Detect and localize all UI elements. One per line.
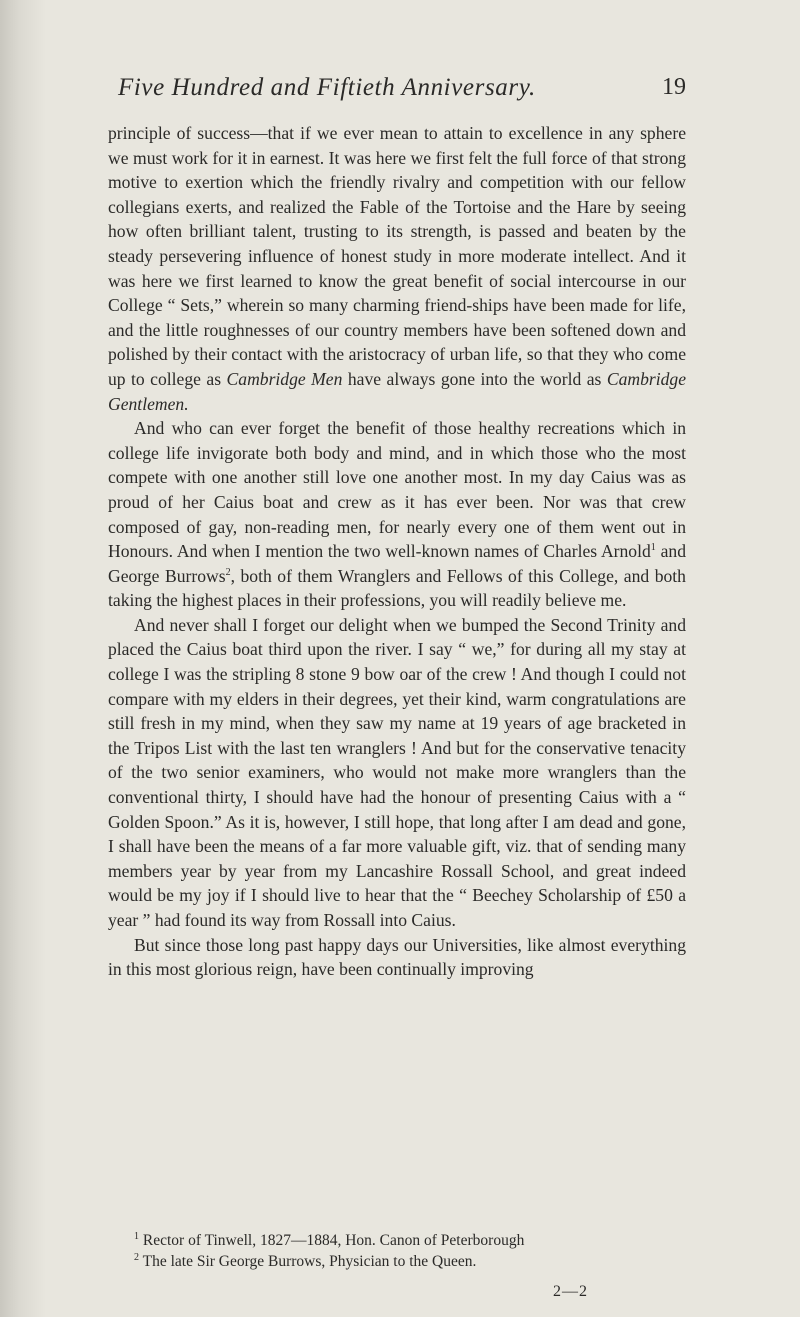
- paragraph-3: And never shall I forget our delight when we bumped the Second Trinity and placed the Caius boat third upon the river. I say “ we,” for during all my stay at college I was the stripling 8 stone 9 bow oar of the crew ! And though I could not compare with my elders in their degrees, yet their kind, warm congratulations are still fresh in my mind, when they saw my name at 19 years of age bracketed in the Tripos List with the last ten wranglers ! And but for the conservative tenacity of the two senior examiners, who would not make more wranglers than the conventional thirty, I should have had the honour of presenting Caius with a “ Golden Spoon.” As it is, however, I still hope, that long after I am dead and gone, I shall have been the means of a far more valuable gift, viz. that of sending many members year by year from my Lancashire Rossall School, and great indeed would be my joy if I should live to hear that the “ Beechey Scholarship of £50 a year ” had found its way from Rossall into Caius.: [108, 614, 686, 930]
- footnote-2-marker: 2: [134, 1251, 139, 1263]
- footnote-ref-2: 2: [225, 566, 231, 578]
- footnote-1-marker: 1: [134, 1230, 139, 1242]
- page-number: 19: [662, 74, 686, 100]
- paragraph-2: [108, 416, 686, 613]
- italic-cambridge-gentlemen: Cambridge Gentlemen.: [108, 368, 686, 414]
- signature-mark: 2—2: [553, 1283, 588, 1300]
- footnote-1: [108, 1230, 686, 1251]
- paragraph-1-text: principle of success—that if we ever mean to attain to excellence in any sphere we must work for it in earnest. It was here we first felt the full force of that strong motive to exertion which the friendly rivalry and competition with our fellow collegians exerts, and realized the Fable of the Tortoise and the Hare by seeing how often brilliant talent, trusting to its strength, is passed and beaten by the steady persevering influence of honest study in more moderate intellect. And it was here we first learned to know the great benefit of social intercourse in our College “ Sets,” wherein so many charming friend-ships have been made for life, and the little roughnesses of our country members have been softened down and polished by their contact with the aristocracy of urban life, so that they who come up to college as: [108, 123, 686, 389]
- footnote-2: [108, 1251, 686, 1272]
- paragraph-2-text-b: and George Burrows: [108, 541, 686, 586]
- footnote-2-text: The late Sir George Burrows, Physician to the Queen.: [142, 1253, 477, 1270]
- binding-shadow: [0, 0, 46, 1317]
- paragraph-2-text-a: And who can ever forget the benefit of those healthy recreations which in college life invigorate both body and mind, and in which those who the most compete with one another still love one another most. In my day Caius was as proud of her Caius boat and crew as it has ever been. Nor was that crew composed of gay, non-reading men, for nearly every one of them went out in Honours. And when I mention the two well-known names of Charles Arnold: [108, 418, 686, 562]
- footnotes: [108, 1230, 686, 1272]
- italic-cambridge-men: Cambridge Men: [226, 368, 343, 389]
- footnote-1-text: Rector of Tinwell, 1827—1884, Hon. Canon of Peterborough: [142, 1232, 525, 1249]
- paragraph-1: [108, 121, 686, 416]
- page-header: [118, 74, 686, 108]
- running-title: Five Hundred and Fiftieth Anniversary.: [118, 74, 536, 101]
- body-text: [108, 121, 686, 982]
- paragraph-1-middle: have always gone into the world as: [342, 368, 607, 389]
- paragraph-4: But since those long past happy days our Universities, like almost everything in this most glorious reign, have been continually improving: [108, 934, 686, 980]
- footnote-ref-1: 1: [650, 542, 656, 554]
- paragraph-2-text-c: , both of them Wranglers and Fellows of this College, and both taking the highest places in their professions, you will readily believe me.: [108, 565, 686, 611]
